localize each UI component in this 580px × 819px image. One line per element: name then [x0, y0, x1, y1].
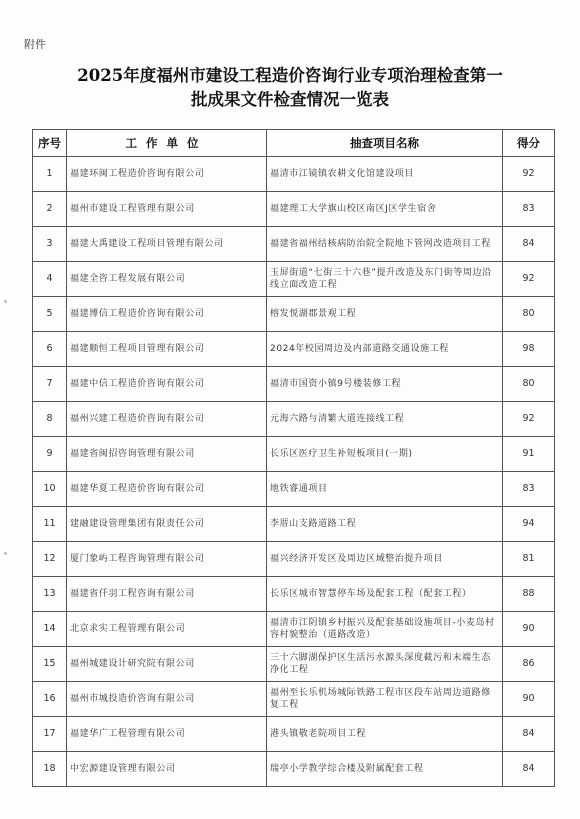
row-project: 李厝山支路道路工程	[267, 507, 503, 542]
row-unit: 福建华夏工程造价咨询有限公司	[67, 472, 267, 507]
row-score: 94	[503, 507, 555, 542]
table-row	[33, 437, 555, 472]
row-index: 11	[33, 507, 67, 542]
row-project: 2024年校园周边及内部道路交通设施工程	[267, 332, 503, 367]
row-index: 8	[33, 402, 67, 437]
table-row	[33, 332, 555, 367]
row-unit: 福建博信工程造价咨询有限公司	[67, 297, 267, 332]
table-row	[33, 682, 555, 717]
row-project: 福清市江镜镇农耕文化馆建设项目	[267, 157, 503, 192]
row-unit: 福州市城投造价咨询有限公司	[67, 682, 267, 717]
table-row	[33, 227, 555, 262]
row-score: 80	[503, 297, 555, 332]
table-row	[33, 507, 555, 542]
row-score: 92	[503, 157, 555, 192]
row-project: 福建省福州结核病防治院全院地下管网改造项目工程	[267, 227, 503, 262]
table-row	[33, 367, 555, 402]
table-row	[33, 717, 555, 752]
row-index: 6	[33, 332, 67, 367]
row-unit: 中宏源建设管理有限公司	[67, 752, 267, 787]
row-score: 92	[503, 262, 555, 297]
row-unit: 厦门象屿工程咨询管理有限公司	[67, 542, 267, 577]
row-score: 92	[503, 402, 555, 437]
header-score: 得分	[503, 130, 555, 157]
row-unit: 福建中信工程造价咨询有限公司	[67, 367, 267, 402]
row-unit: 建融建设管理集团有限责任公司	[67, 507, 267, 542]
table-row	[33, 472, 555, 507]
title-line-1: 2025年度福州市建设工程造价咨询行业专项治理检查第一	[77, 66, 503, 85]
row-score: 83	[503, 192, 555, 227]
header-index: 序号	[33, 130, 67, 157]
row-unit: 福州兴建工程造价咨询有限公司	[67, 402, 267, 437]
table-row	[33, 192, 555, 227]
row-index: 14	[33, 612, 67, 647]
row-unit: 北京求实工程管理有限公司	[67, 612, 267, 647]
row-score: 84	[503, 752, 555, 787]
table-row	[33, 577, 555, 612]
row-project: 地铁睿通项目	[267, 472, 503, 507]
row-project: 福州至长乐机场城际铁路工程市区段车站周边道路修复工程	[267, 682, 503, 717]
row-score: 90	[503, 682, 555, 717]
row-unit: 福建顺恒工程项目管理有限公司	[67, 332, 267, 367]
table-row	[33, 752, 555, 787]
table-row	[33, 262, 555, 297]
document-title	[28, 64, 552, 112]
row-project: 福清市国资小镇9号楼装修工程	[267, 367, 503, 402]
row-index: 4	[33, 262, 67, 297]
row-index: 10	[33, 472, 67, 507]
row-unit: 福建省闽招咨询管理有限公司	[67, 437, 267, 472]
row-index: 12	[33, 542, 67, 577]
row-project: 福清市江阴镇乡村振兴及配套基础设施项目-小麦岛村容村貌整治（道路改造）	[267, 612, 503, 647]
row-score: 83	[503, 472, 555, 507]
table-row	[33, 157, 555, 192]
row-unit: 福建省仟羽工程咨询有限公司	[67, 577, 267, 612]
row-score: 84	[503, 717, 555, 752]
row-index: 5	[33, 297, 67, 332]
table-row	[33, 612, 555, 647]
table-row	[33, 402, 555, 437]
row-project: 元海六路与清繁大道连接线工程	[267, 402, 503, 437]
row-index: 17	[33, 717, 67, 752]
row-unit: 福州城建设计研究院有限公司	[67, 647, 267, 682]
row-project: 福建理工大学旗山校区南区J区学生宿舍	[267, 192, 503, 227]
row-score: 86	[503, 647, 555, 682]
annex-label: 附件	[24, 38, 46, 51]
row-index: 2	[33, 192, 67, 227]
row-unit: 福建全咨工程发展有限公司	[67, 262, 267, 297]
row-score: 81	[503, 542, 555, 577]
row-index: 7	[33, 367, 67, 402]
row-score: 91	[503, 437, 555, 472]
row-unit: 福建华广工程管理有限公司	[67, 717, 267, 752]
table-header-row	[33, 130, 555, 157]
header-project: 抽查项目名称	[267, 130, 503, 157]
row-index: 1	[33, 157, 67, 192]
row-score: 88	[503, 577, 555, 612]
title-line-2: 批成果文件检查情况一览表	[191, 90, 389, 109]
row-score: 84	[503, 227, 555, 262]
row-project: 榕发悦湖郡景观工程	[267, 297, 503, 332]
row-score: 90	[503, 612, 555, 647]
row-project: 长乐区城市智慧停车场及配套工程（配套工程）	[267, 577, 503, 612]
row-unit: 福州市建设工程管理有限公司	[67, 192, 267, 227]
row-project: 瑞亭小学教学综合楼及附属配套工程	[267, 752, 503, 787]
row-index: 3	[33, 227, 67, 262]
row-unit: 福建环闽工程造价咨询有限公司	[67, 157, 267, 192]
header-unit: 工作单位	[67, 130, 267, 157]
row-index: 18	[33, 752, 67, 787]
row-score: 98	[503, 332, 555, 367]
scan-speck	[4, 552, 7, 555]
row-unit: 福建大禹建设工程项目管理有限公司	[67, 227, 267, 262]
table-row	[33, 647, 555, 682]
row-project: 长乐区医疗卫生补短板项目(一期)	[267, 437, 503, 472]
row-project: 三十六脚湖保护区生活污水源头深度截污和末端生态净化工程	[267, 647, 503, 682]
table-row	[33, 542, 555, 577]
row-index: 13	[33, 577, 67, 612]
table-row	[33, 297, 555, 332]
row-index: 15	[33, 647, 67, 682]
row-index: 16	[33, 682, 67, 717]
row-project: 玉屏街道“七街三十六巷”提升改造及东门街等周边沿线立面改造工程	[267, 262, 503, 297]
scan-speck	[4, 300, 7, 303]
row-score: 80	[503, 367, 555, 402]
row-project: 港头镇敬老院项目工程	[267, 717, 503, 752]
row-project: 福兴经济开发区及周边区域整治提升项目	[267, 542, 503, 577]
inspection-results-table	[32, 129, 555, 787]
table-body	[33, 157, 555, 787]
row-index: 9	[33, 437, 67, 472]
